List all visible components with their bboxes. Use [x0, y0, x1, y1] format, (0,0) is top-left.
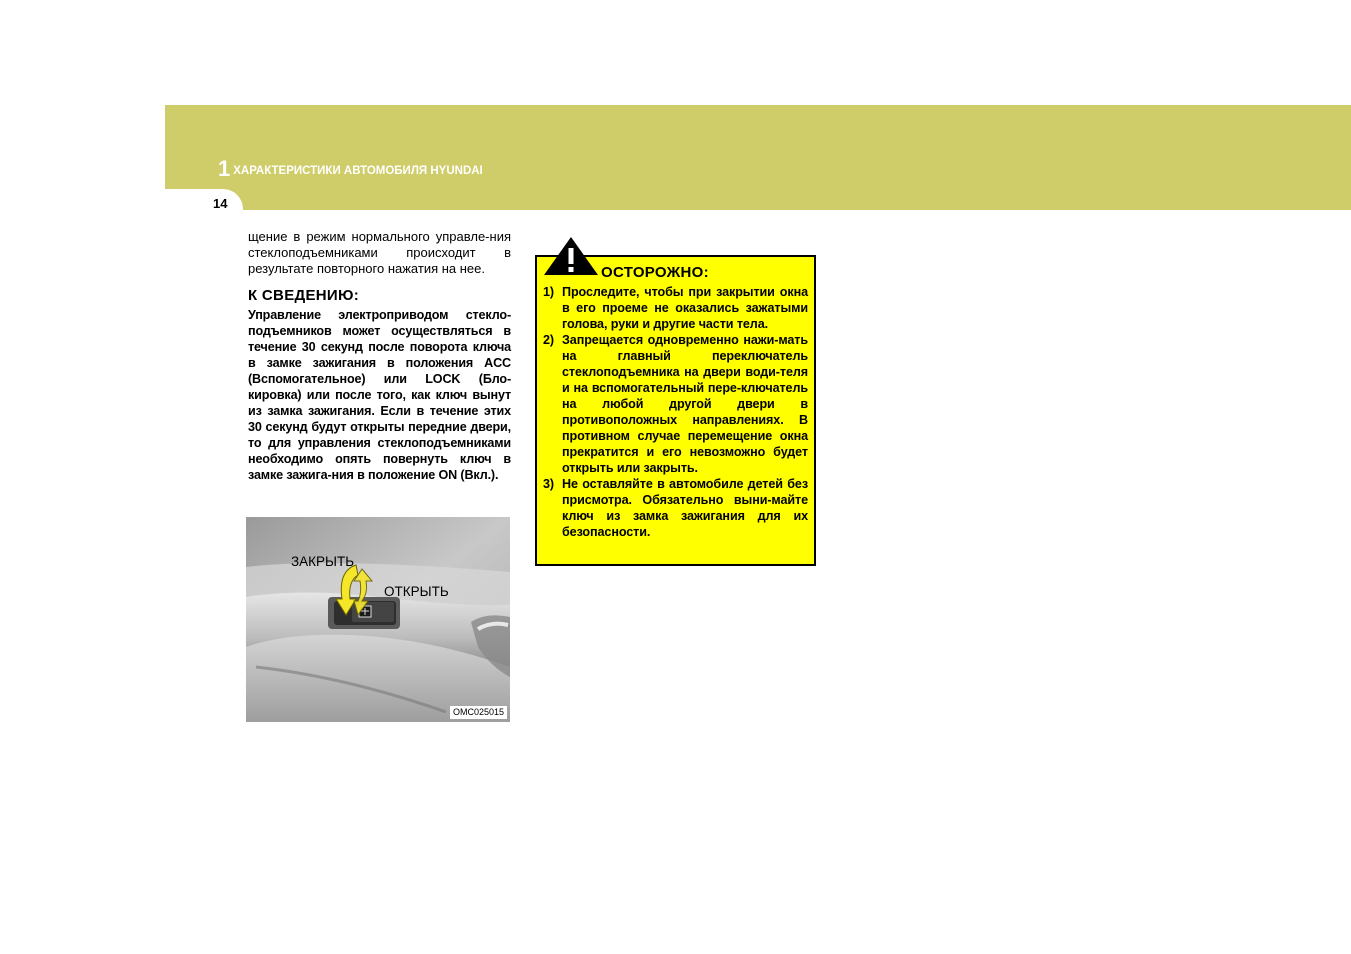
- warning-item-text: Запрещается одновременно нажи-мать на главный переключатель стеклоподъемника на двери води-теля и на вспомогательный пере-ключатель на любой другой двери в противоположных направлениях. В противном случае перемещение окна прекратится и его невозможно будет открыть или закрыть.: [562, 333, 808, 475]
- window-switch-figure: [246, 517, 510, 722]
- warning-item: [543, 332, 808, 476]
- warning-list: [543, 284, 808, 540]
- chapter-title: ХАРАКТЕРИСТИКИ АВТОМОБИЛЯ HYUNDAI: [233, 165, 483, 177]
- note-heading: К СВЕДЕНИЮ:: [248, 287, 360, 304]
- warning-item-number: 1): [543, 285, 554, 299]
- door-panel-illustration: [246, 517, 510, 722]
- figure-code: OMC025015: [450, 706, 507, 719]
- warning-title: ОСТОРОЖНО:: [601, 264, 709, 281]
- left-column: [248, 229, 511, 483]
- warning-triangle-icon: [543, 236, 599, 276]
- note-paragraph: Управление электроприводом стекло-подъемников может осуществляться в течение 30 секунд после поворота ключа в замке зажигания в положения ACC (Вспомогательное) или LOCK (Бло-кировка) или после того, как ключ вынут из замка зажигания. Если в течение этих 30 секунд будут открыты передние двери, то для управления стеклоподъемниками необходимо опять повернуть ключ в замке зажига-ния в положение ON (Вкл.).: [248, 308, 511, 482]
- warning-item-text: Проследите, чтобы при закрытии окна в его проеме не оказались зажатыми голова, руки и другие части тела.: [562, 285, 808, 331]
- page-number-tab: [165, 189, 243, 216]
- close-label: ЗАКРЫТЬ: [291, 554, 355, 569]
- chapter-number: 1: [218, 156, 231, 181]
- warning-item: [543, 284, 808, 332]
- chapter-heading: [218, 158, 483, 180]
- warning-item-text: Не оставляйте в автомобиле детей без присмотра. Обязательно выни-майте ключ из замка зажигания для их безопасности.: [562, 477, 808, 539]
- warning-box: [535, 255, 816, 566]
- intro-paragraph: щение в режим нормального управле-ния стеклоподъемниками происходит в результате повторного нажатия на нее.: [248, 229, 511, 276]
- close-open-arrow-icon: [334, 561, 380, 619]
- warning-item: [543, 476, 808, 540]
- open-label: ОТКРЫТЬ: [384, 584, 449, 599]
- page-number: 14: [213, 196, 228, 211]
- warning-item-number: 2): [543, 333, 554, 347]
- warning-item-number: 3): [543, 477, 554, 491]
